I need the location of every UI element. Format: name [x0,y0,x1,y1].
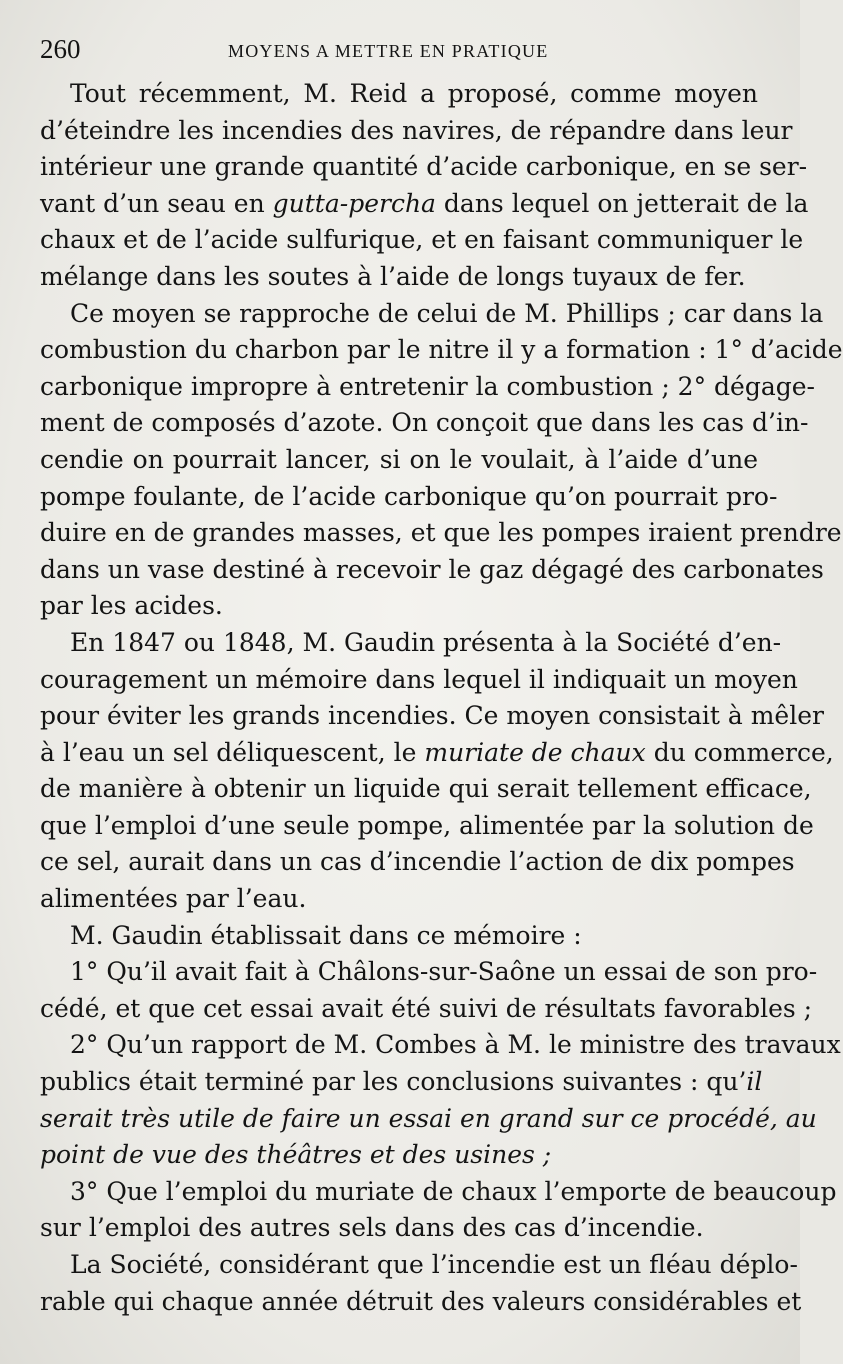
text-line: intérieur une grande quantité d’acide carbonique, en se ser- [40,152,808,182]
text-line: cédé, et que cet essai avait été suivi de résultats favorables ; [40,993,813,1023]
text-line: point de vue des théâtres et des usines ; [40,1140,552,1170]
text-line: sur l’emploi des autres sels dans des cas d’incendie. [40,1213,704,1243]
text-line: vant d’un seau en gutta-percha dans lequel on jetterait de la [40,188,809,218]
running-head [40,32,760,66]
text-line: cendie on pourrait lancer, si on le voulait, à l’aide d’une [40,444,758,474]
running-title: MOYENS A METTRE EN PRATIQUE [228,41,549,61]
text-line: dans un vase destiné à recevoir le gaz dégagé des carbonates [40,554,824,584]
text-line: rable qui chaque année détruit des valeurs considérables et [40,1286,802,1316]
text-line: combustion du charbon par le nitre il y a formation : 1° d’acide [40,335,843,365]
text-line: serait très utile de faire un essai en grand sur ce procédé, au [40,1103,817,1133]
text-line: que l’emploi d’une seule pompe, alimentée par la solution de [40,810,814,840]
text-line: pour éviter les grands incendies. Ce moyen consistait à mêler [40,701,824,731]
text-line: M. Gaudin établissait dans ce mémoire : [70,920,582,950]
body-text [40,76,843,1320]
text-line: La Société, considérant que l’incendie est un fléau déplo- [70,1250,798,1279]
text-line: pompe foulante, de l’acide carbonique qu’on pourrait pro- [40,481,778,511]
text-line: mélange dans les soutes à l’aide de longs tuyaux de fer. [40,261,746,291]
italic-quote: il [746,1067,763,1097]
text-line: ce sel, aurait dans un cas d’incendie l’action de dix pompes [40,847,795,877]
text-line: 1° Qu’il avait fait à Châlons-sur-Saône un essai de son pro- [70,957,818,987]
text-line: de manière à obtenir un liquide qui serait tellement efficace, [40,774,812,804]
page-number: 260 [40,34,81,64]
text-line: carbonique impropre à entretenir la combustion ; 2° dégage- [40,371,815,401]
text-line: 3° Que l’emploi du muriate de chaux l’emporte de beaucoup [70,1176,837,1206]
text-line: Ce moyen se rapproche de celui de M. Phillips ; car dans la [70,298,824,328]
text-line: couragement un mémoire dans lequel il indiquait un moyen [40,664,798,694]
text-line: alimentées par l’eau. [40,884,307,914]
italic-term: gutta-percha [272,188,436,218]
text-line: publics était terminé par les conclusions suivantes : qu’il [40,1067,763,1097]
text-line: Tout récemment, M. Reid a proposé, comme moyen [70,79,758,108]
text-line: chaux et de l’acide sulfurique, et en faisant communiquer le [40,225,804,255]
text-line: En 1847 ou 1848, M. Gaudin présenta à la Société d’en- [70,627,782,657]
text-line: par les acides. [40,591,223,621]
text-line: ment de composés d’azote. On conçoit que dans les cas d’in- [40,408,809,438]
italic-term: muriate de chaux [424,737,646,767]
text-line: à l’eau un sel déliquescent, le muriate de chaux du commerce, [40,737,834,767]
text-line: duire en de grandes masses, et que les pompes iraient prendre [40,518,842,548]
text-line: 2° Qu’un rapport de M. Combes à M. le ministre des travaux [70,1030,841,1060]
text-line: d’éteindre les incendies des navires, de répandre dans leur [40,115,793,145]
